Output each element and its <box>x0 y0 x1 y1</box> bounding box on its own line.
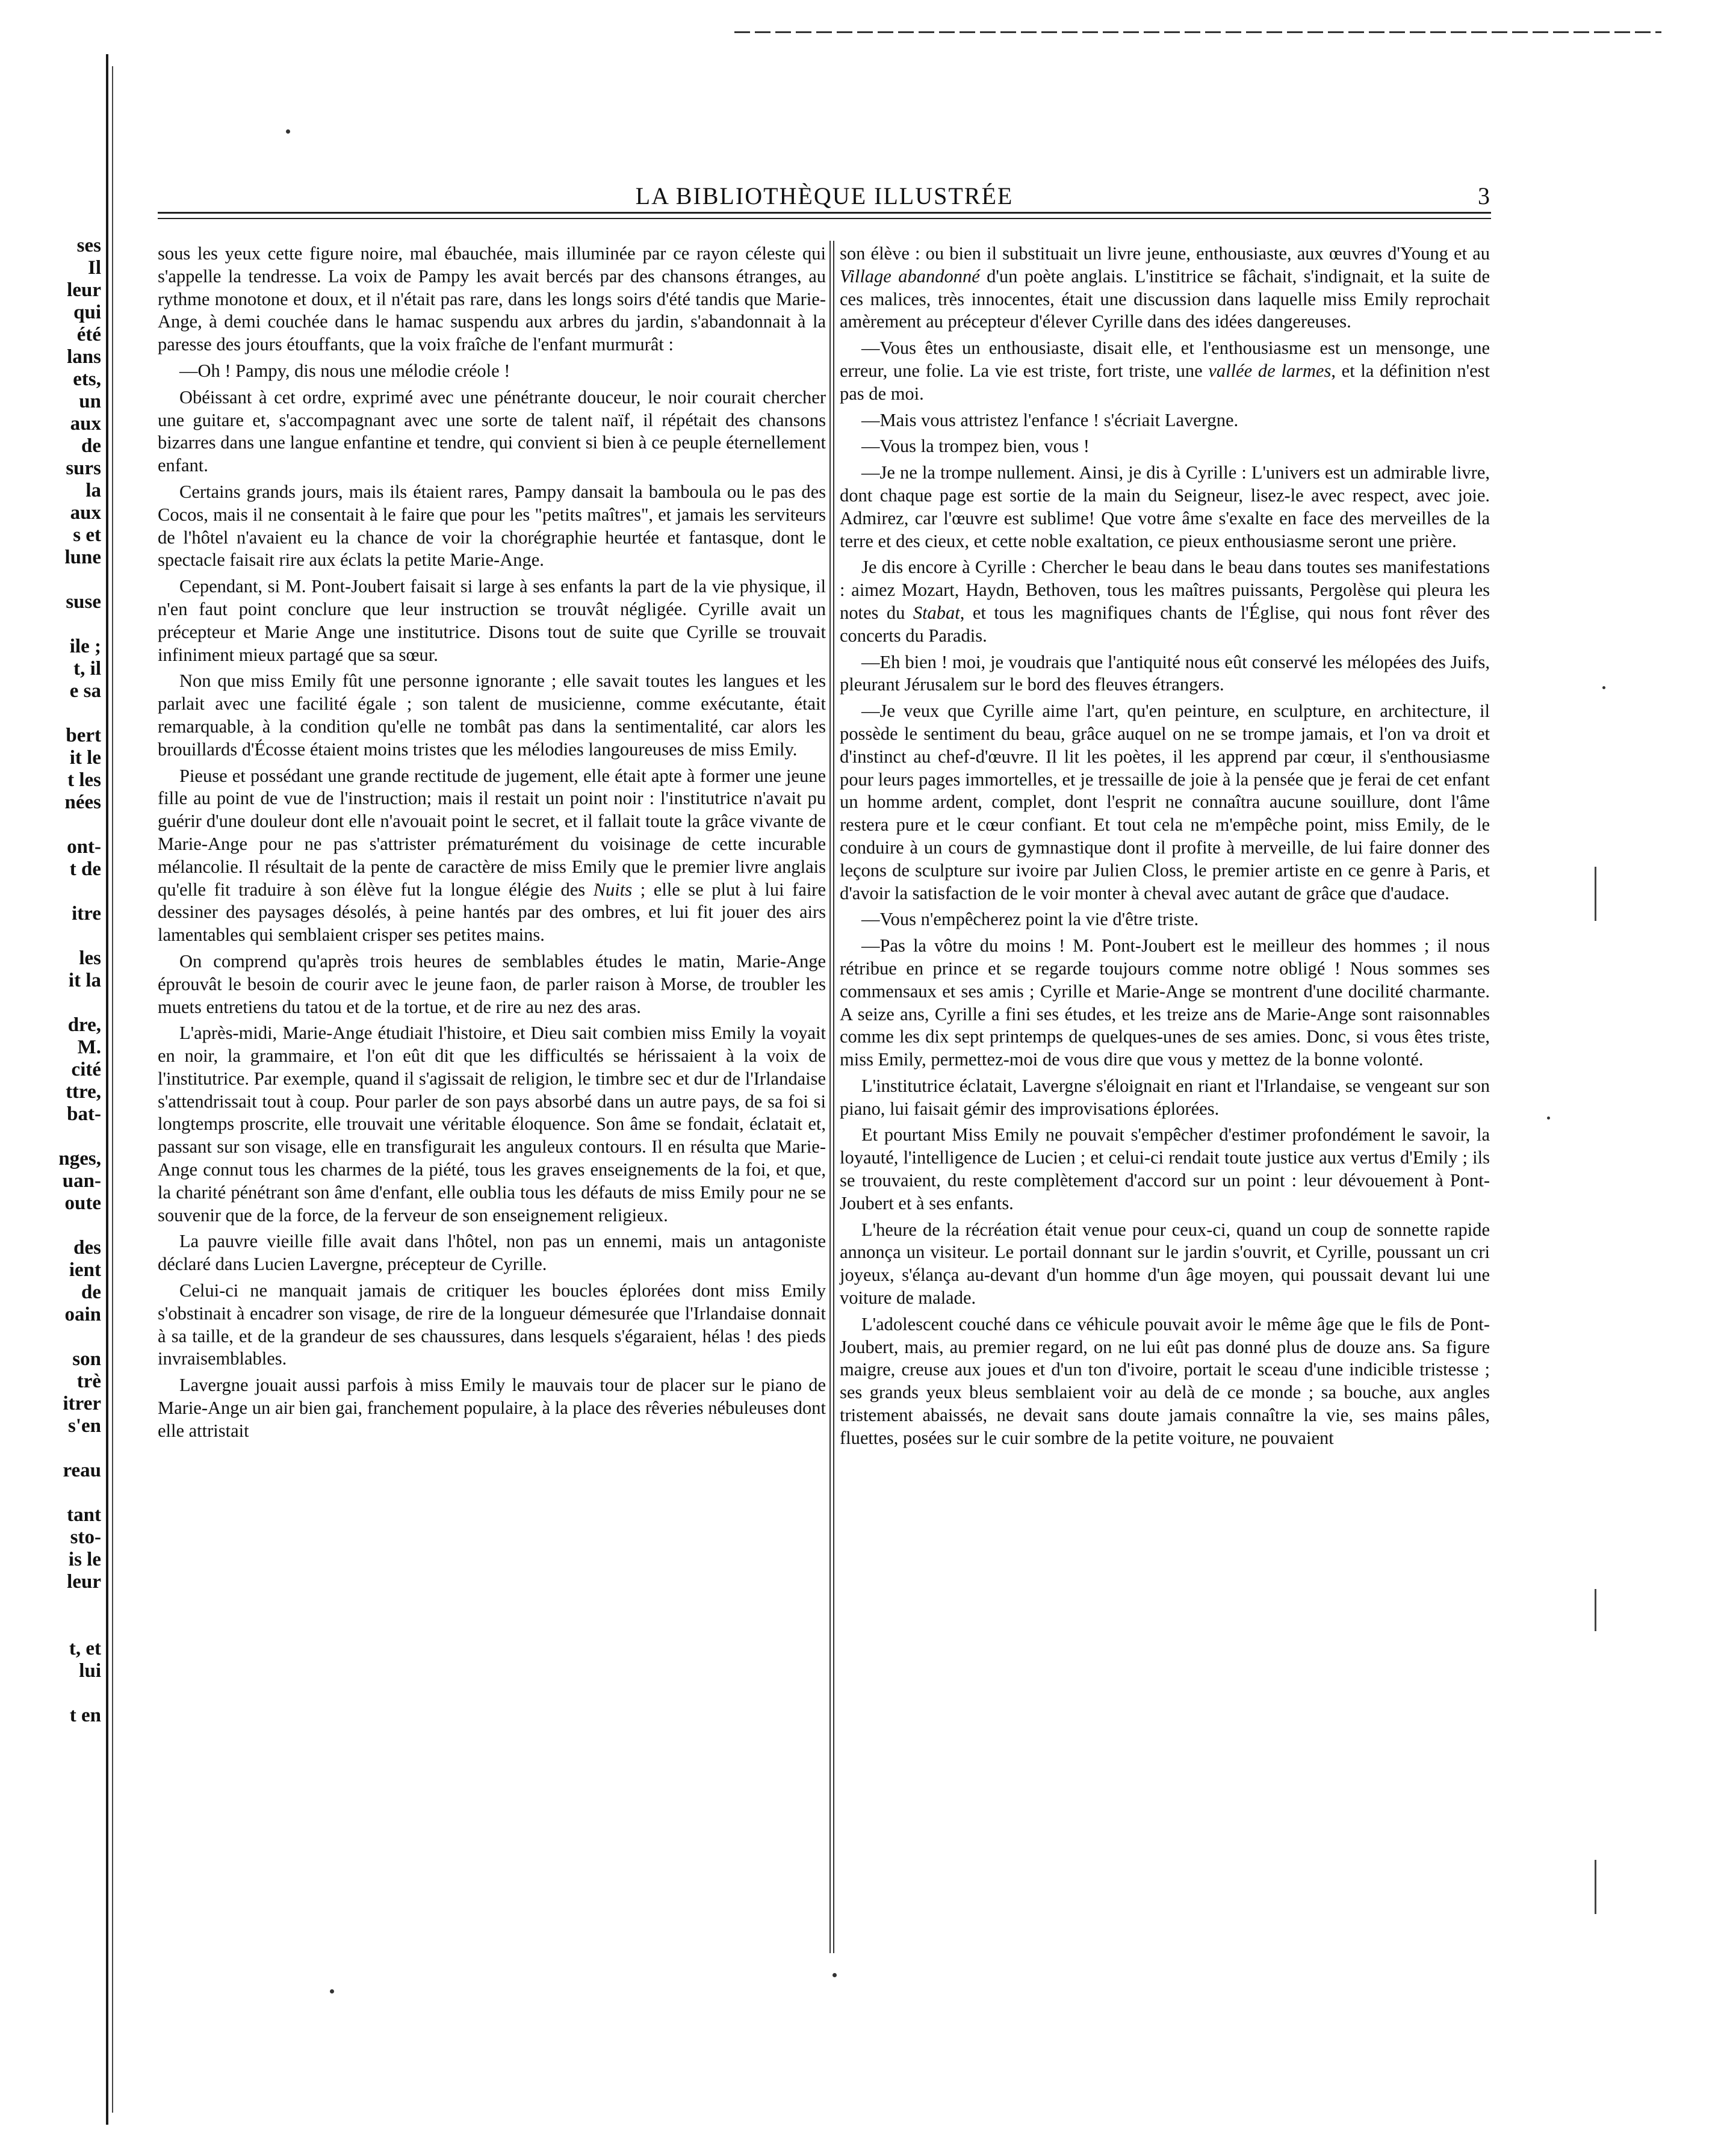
margin-fragment: reau <box>63 1460 101 1481</box>
margin-fragment: ile ; <box>69 636 101 657</box>
margin-fragment: is le <box>68 1549 101 1570</box>
margin-fragment: dre, <box>67 1014 101 1036</box>
italic-title: Stabat <box>913 602 960 623</box>
paragraph: La pauvre vieille fille avait dans l'hôtel, non pas un ennemi, mais un antagoniste déclaré dans Lucien Lavergne, précepteur de Cyrille. <box>158 1231 826 1275</box>
italic-phrase: vallée de larmes <box>1208 360 1332 381</box>
ink-speck <box>286 129 290 134</box>
italic-title: Village abandonné <box>840 265 980 287</box>
right-column <box>840 243 1490 1454</box>
margin-fragment: t les <box>67 769 101 791</box>
text-run: Pieuse et possédant une grande rectitude de jugement, elle était apte à former une jeune fille au point de vue de l'instruction; mais il restait un point noir : l'institutrice n'avait pu guérir d'une douleur dont elle n'avouait point le secret, et il fallait toute la grâce vivante de Marie-Ange pour ne pas s'attrister prématurément du voisinage de cette incurable mélancolie. Il résultait de la pente de caractère de miss Emily que le premier livre anglais qu'elle fit traduire à son élève fut la longue élégie des <box>158 765 826 900</box>
margin-fragment: un <box>79 391 101 412</box>
margin-fragment: it le <box>69 747 101 769</box>
margin-fragment: son <box>72 1348 101 1370</box>
margin-fragment: ets, <box>73 368 101 390</box>
margin-fragment: leur <box>67 1571 101 1593</box>
margin-fragment: la <box>85 480 101 501</box>
margin-fragment: t de <box>69 858 101 880</box>
paragraph <box>840 337 1490 405</box>
margin-fragment <box>11 1326 101 1348</box>
binding-line <box>106 54 108 2125</box>
running-title: LA BIBLIOTHÈQUE ILLUSTRÉE <box>635 182 1014 209</box>
text-run: , et tous les magnifiques chants de l'Église, qui nous font rêver des concerts du Paradis. <box>840 602 1490 646</box>
margin-fragment <box>11 814 101 836</box>
margin-fragment: tant <box>67 1504 101 1526</box>
margin-fragment: bert <box>66 725 101 746</box>
text-run: d'un poète anglais. L'institrice se fâchait, s'indignait, et la suite de ces malices, très innocentes, était une discussion dans laquelle miss Emily reprochait amèrement au précepteur d'élever Cyrille dans des idées dangereuses. <box>840 265 1490 332</box>
text-run: , et la définition n'est pas de moi. <box>840 360 1490 404</box>
margin-fragment: oain <box>64 1304 101 1325</box>
paragraph: —Eh bien ! moi, je voudrais que l'antiquité nous eût conservé les mélopées des Juifs, pleurant Jérusalem sur le bord des fleuves étrangers. <box>840 651 1490 695</box>
margin-fragment: aux <box>70 413 101 435</box>
margin-fragment <box>11 1215 101 1237</box>
margin-fragment: ttre, <box>66 1081 101 1103</box>
margin-fragment: M. <box>77 1036 101 1058</box>
margin-fragment: t, il <box>73 658 101 680</box>
margin-fragment: e sa <box>69 680 101 702</box>
paragraph: —Oh ! Pampy, dis nous une mélodie créole ! <box>179 360 510 381</box>
margin-fragment: surs <box>66 457 101 479</box>
margin-fragment: t, et <box>69 1638 101 1659</box>
margin-fragment <box>11 1437 101 1460</box>
margin-fragment: oute <box>64 1192 101 1214</box>
margin-fragment <box>11 1593 101 1615</box>
paragraph: —Pas la vôtre du moins ! M. Pont-Joubert est le meilleur des hommes ; il nous rétribue en prince et se regarde toujours comme notre obligé ! Nous sommes ses commensaux et ses amis ; Cyrille et Marie-Ange se montrent d'une docilité charmante. A seize ans, Cyrille a fini ses études, et les treize ans de Marie-Ange sont raisonnables comme les dix sept printemps de quelques-unes de ses amies. Donc, si vous êtes triste, miss Emily, permettez-moi de vous dire que vous y mettez de la bonne volonté. <box>840 935 1490 1070</box>
italic-title: Nuits <box>593 879 633 900</box>
paragraph: Obéissant à cet ordre, exprimé avec une pénétrante douceur, le noir courait chercher une guitare et, s'accompagnant avec une sorte de talent naïf, il répétait des chansons bizarres dans une langue enfantine et tendre, qui convient si bien à ce peuple éternellement enfant. <box>158 386 826 476</box>
page-number: 3 <box>1478 182 1490 209</box>
paragraph: Celui-ci ne manquait jamais de critiquer les boucles éplorées dont miss Emily s'obstinait à encadrer son visage, de rire de la longueur démesurée que l'Irlandaise donnait à sa taille, et de la grandeur de ses chaussures, dans lesquels s'égaraient, hélas ! des pieds invraisemblables. <box>158 1280 826 1369</box>
ink-speck <box>1602 686 1605 689</box>
adjacent-page-fragments <box>11 235 101 1727</box>
margin-fragment: nées <box>64 791 101 813</box>
margin-fragment: les <box>79 947 101 969</box>
margin-fragment: sto- <box>70 1526 101 1548</box>
margin-fragment <box>11 925 101 947</box>
margin-fragment: qui <box>73 302 101 323</box>
margin-fragment: des <box>73 1237 101 1259</box>
margin-fragment: nges, <box>58 1148 101 1169</box>
margin-fragment: cité <box>71 1059 101 1080</box>
paragraph: —Vous la trompez bien, vous ! <box>861 436 1090 457</box>
ink-speck <box>1547 1117 1550 1120</box>
margin-fragment: lans <box>67 346 101 368</box>
ink-speck <box>833 1973 837 1977</box>
margin-fragment <box>11 1615 101 1638</box>
text-run: ; elle se plut à lui faire dessiner des paysages désolés, à peine hantés par des ombres, et lui fit jouer des airs lamentables qui semblaient crisper ses petites mains. <box>158 879 826 946</box>
margin-fragment: suse <box>66 591 101 613</box>
paragraph: —Mais vous attristez l'enfance ! s'écriait Lavergne. <box>861 409 1239 430</box>
ink-speck <box>330 1989 334 1993</box>
paragraph: sous les yeux cette figure noire, mal ébauchée, mais illuminée par ce rayon céleste qui s'appelle la tendresse. La voix de Pampy les avait bercés par des chansons étranges, au rythme monotone et doux, et il n'était pas rare, dans les longs soirs d'été tandis que Marie-Ange, à demi couchée dans le hamac suspendu aux arbres du jardin, s'abandonnait à la paresse des jours étouffants, que la voix fraîche de l'enfant murmurât : <box>158 243 826 355</box>
paragraph <box>840 556 1490 647</box>
binding-line <box>112 66 113 2113</box>
paragraph: Lavergne jouait aussi parfois à miss Emily le mauvais tour de placer sur le piano de Marie-Ange un air bien gai, franchement populaire, à la place des rêveries nébuleuses dont elle attristait <box>158 1375 826 1441</box>
edge-mark <box>1595 1860 1596 1914</box>
margin-fragment: aux <box>70 502 101 524</box>
paragraph <box>840 243 1490 333</box>
column-divider <box>833 241 834 1953</box>
left-column <box>158 243 826 1446</box>
paragraph <box>158 765 826 947</box>
paragraph: On comprend qu'après trois heures de semblables études le matin, Marie-Ange éprouvât le besoin de courir avec le jeune faon, de parler raison à Morse, de troubler les muets entretiens du tatou et de la tortue, et de rire au nez des aras. <box>158 950 826 1017</box>
margin-fragment <box>11 702 101 725</box>
margin-fragment <box>11 1682 101 1705</box>
margin-fragment: lune <box>64 547 101 568</box>
margin-fragment: ient <box>69 1259 101 1281</box>
margin-fragment: été <box>76 324 101 345</box>
margin-fragment: ont- <box>67 836 101 858</box>
margin-fragment <box>11 881 101 903</box>
paragraph: Cependant, si M. Pont-Joubert faisait si large à ses enfants la part de la vie physique, il n'en faut point conclure que leur instruction se trouvât négligée. Cyrille avait un précepteur et Marie Ange une institutrice. Disons tout de suite que Cyrille se trouvait infiniment mieux partagé que sa sœur. <box>158 576 826 665</box>
text-run: son élève : ou bien il substituait un livre jeune, enthousiaste, aux œuvres d'Young et au <box>840 243 1490 264</box>
column-divider <box>829 241 831 1953</box>
margin-fragment: s'en <box>67 1415 101 1437</box>
margin-fragment <box>11 1482 101 1504</box>
paragraph: —Je ne la trompe nullement. Ainsi, je dis à Cyrille : L'univers est un admirable livre, dont chaque page est sortie de la main du Seigneur, lisez-le avec respect, avec joie. Admirez, car l'œuvre est sublime! Que votre âme s'exalte en face des merveilles de la terre et des cieux, et cette noble exaltation, ce pieux enthousiasme seront une prière. <box>840 462 1490 551</box>
header-rule <box>158 212 1491 219</box>
margin-fragment <box>11 569 101 591</box>
edge-mark <box>1595 1589 1596 1631</box>
paragraph: L'heure de la récréation était venue pour ceux-ci, quand un coup de sonnette rapide annonça un visiteur. Le portail donnant sur le jardin s'ouvrit, et Cyrille, poussant un cri joyeux, s'élança au-devant d'un homme d'un âge moyen, qui poussait devant lui une voiture de malade. <box>840 1219 1490 1309</box>
margin-fragment: trè <box>76 1371 101 1392</box>
margin-fragment <box>11 1126 101 1148</box>
paragraph: L'adolescent couché dans ce véhicule pouvait avoir le même âge que le fils de Pont-Joubert, mais, au premier regard, on ne lui eût pas donné plus de douze ans. Sa figure maigre, creuse aux joues et d'un ton d'ivoire, portait le sceau d'une indicible tristesse ; ses grands yeux bleus semblaient voir au delà de ce monde ; sa bouche, aux angles tristement abaissés, ne devait sans doute jamais connaître la vie, ses mains pâles, fluettes, posées sur le cuir sombre de la petite voiture, ne pouvaient <box>840 1313 1490 1448</box>
margin-fragment: Il <box>87 257 101 279</box>
edge-mark <box>1595 867 1596 921</box>
paragraph: L'institutrice éclatait, Lavergne s'éloignait en riant et l'Irlandaise, se vengeant sur son piano, lui faisait gémir des improvisations éplorées. <box>840 1075 1490 1119</box>
margin-fragment: leur <box>67 279 101 301</box>
paragraph: Et pourtant Miss Emily ne pouvait s'empêcher d'estimer profondément le savoir, la loyauté, l'intelligence de Lucien ; et celui-ci rendait toute justice aux vertus d'Emily ; ils se trouvaient, du reste complètement d'accord sur un point : leur dévouement à Pont-Joubert et à ses enfants. <box>840 1124 1490 1213</box>
margin-fragment: it la <box>68 970 101 991</box>
margin-fragment: t en <box>69 1705 101 1726</box>
margin-fragment: s et <box>73 524 101 546</box>
paragraph: —Je veux que Cyrille aime l'art, qu'en peinture, en sculpture, en architecture, il possède le sentiment du beau, grâce auquel on ne se trompe jamais, et l'on va droit et d'instinct au chef-d'œuvre. Il lit les poètes, il les apprend par cœur, il s'enthousiasme pour leurs pages immortelles, et je tressaille de joie à la pensée que je ferai de cet enfant un homme ardent, complet, dont l'esprit ne connaîtra aucune souillure, dont l'âme restera pure et le cœur confiant. Et tout cela ne m'empêche point, miss Emily, de le conduire à un cours de gymnastique dont il profite à merveille, de lui faire donner des leçons de sculpture sur ivoire par Julien Closs, le premier artiste en ce genre à Paris, et d'avoir la satisfaction de le voir monter à cheval avec autant de grâce que d'audace. <box>840 701 1490 903</box>
margin-fragment: itrer <box>63 1393 101 1414</box>
margin-fragment: lui <box>79 1660 101 1682</box>
text-run: Je dis encore à Cyrille : Chercher le beau dans le beau dans toutes ses manifestations : aimez Mozart, Haydn, Bethoven, tous les maîtres puissants, Pergolèse qui pleura les notes du <box>840 557 1490 623</box>
paragraph: —Vous n'empêcherez point la vie d'être triste. <box>861 909 1199 930</box>
text-run: —Vous êtes un enthousiaste, disait elle, et l'enthousiasme est un mensonge, une erreur, une folie. La vie est triste, fort triste, une <box>840 338 1490 381</box>
margin-fragment: itre <box>72 903 101 925</box>
margin-fragment <box>11 992 101 1014</box>
margin-fragment: uan- <box>62 1170 101 1192</box>
margin-fragment: ses <box>76 235 101 256</box>
margin-fragment: de <box>81 1281 101 1303</box>
margin-fragment <box>11 613 101 636</box>
top-edge-rule <box>734 31 1661 33</box>
margin-fragment: de <box>81 435 101 457</box>
paragraph: Certains grands jours, mais ils étaient rares, Pampy dansait la bamboula ou le pas des Cocos, mais il ne consentait à le faire que pour les "petits maîtres", et jamais les serviteurs de l'hôtel n'avaient eu la chance de voir la chorégraphie heurtée et fantasque, dont le spectacle faisait rire aux éclats la petite Marie-Ange. <box>158 481 826 571</box>
paragraph: L'après-midi, Marie-Ange étudiait l'histoire, et Dieu sait combien miss Emily la voyait en noir, la grammaire, et l'on eût dit que les difficultés se hérissaient à la voix de l'institutrice. Par exemple, quand il s'agissait de religion, le timbre sec et dur de l'Irlandaise s'attendrissait tout à coup. Pour parler de son pays absorbé dans un autre pays, de sa foi si longtemps proscrite, elle trouvait une véritable éloquence. Son âme se fondait, éclatait et, passant sur son visage, elle en transfigurait les anguleux contours. Il en résulta que Marie-Ange connut tous les charmes de la piété, tous les graves enseignements de la foi, et que, la charité pénétrant son âme d'enfant, elle oublia tous les défauts de miss Emily pour ne se souvenir que de la force, de la ferveur de son enseignement religieux. <box>158 1023 826 1225</box>
margin-fragment: bat- <box>67 1103 101 1125</box>
paragraph: Non que miss Emily fût une personne ignorante ; elle savait toutes les langues et les parlait avec une facilité égale ; son talent de musicienne, comme exécutante, était remarquable, à la condition qu'elle ne tombât pas dans la sentimentalité, car alors les brouillards d'Écosse étaient moins tristes que les mélodies langoureuses de miss Emily. <box>158 671 826 760</box>
